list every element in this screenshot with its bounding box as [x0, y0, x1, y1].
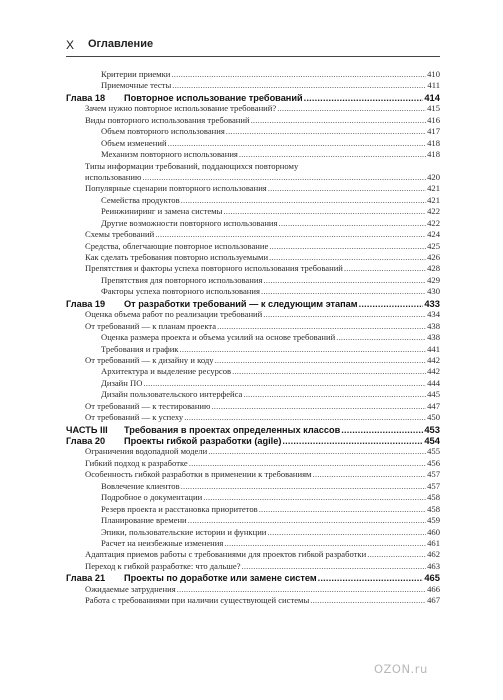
toc-dot-leader — [155, 229, 426, 239]
toc-page-number: 461 — [427, 537, 440, 548]
toc-entry-title: Ожидаемые затруднения — [85, 583, 176, 594]
toc-dot-leader — [189, 458, 426, 468]
toc-dot-leader — [367, 549, 426, 559]
toc-dot-leader — [243, 389, 426, 399]
toc-entry-row — [66, 504, 440, 515]
toc-entry-title: Особенность гибкой разработки в применении к требованиям — [85, 469, 312, 480]
toc-entry-title: Другие возможности повторного использования — [101, 217, 278, 228]
toc-dot-leader — [184, 412, 426, 422]
toc-entry-title: Факторы успеха повторного использования — [101, 286, 260, 297]
toc-chapter-label: Глава 19 — [66, 298, 106, 309]
toc-page-number: 424 — [427, 229, 440, 240]
toc-entry-title: Резерв проекта и расстановка приоритетов — [101, 503, 258, 514]
toc-entry-title: Реинжиниринг и замена системы — [101, 206, 223, 217]
toc-page-number: 457 — [427, 469, 440, 480]
toc-entry-row — [66, 218, 440, 229]
toc-dot-leader — [203, 492, 426, 502]
toc-dot-leader — [208, 446, 426, 456]
toc-entry-title: Подробное о документации — [101, 492, 203, 503]
toc-dot-leader — [226, 126, 426, 136]
toc-page-number: 458 — [427, 492, 440, 503]
toc-entry-row — [66, 206, 440, 217]
toc-chapter-label: ЧАСТЬ III — [66, 424, 108, 435]
toc-entry-row — [66, 183, 440, 194]
toc-dot-leader — [268, 183, 426, 193]
toc-entry-row — [66, 332, 440, 343]
toc-dot-leader — [263, 309, 426, 319]
toc-entry-row — [66, 252, 440, 263]
toc-entry-row — [66, 344, 440, 355]
toc-entry-row — [66, 378, 440, 389]
toc-entry-title: Переход к гибкой разработке: что дальше? — [85, 560, 241, 571]
toc-page-number: 433 — [424, 297, 440, 309]
toc-entry-row — [66, 172, 440, 183]
toc-entry-row — [66, 229, 440, 240]
toc-entry-title: Проекты гибкой разработки (agile) — [124, 436, 282, 446]
page-header — [66, 38, 446, 54]
toc-entry-title: Дизайн ПО — [101, 377, 143, 388]
toc-entry-title: Повторное использование требований — [124, 92, 303, 103]
toc-entry-row — [66, 149, 440, 160]
toc-page-number: 414 — [424, 91, 440, 103]
toc-dot-leader — [267, 527, 426, 537]
toc-page-number: 454 — [424, 435, 440, 446]
toc-entry-title: Семейства продуктов — [101, 194, 180, 205]
toc-dot-leader — [278, 218, 426, 228]
toc-entry-row — [66, 412, 440, 423]
toc-entry-title: От требований — к успеху — [85, 412, 184, 423]
toc-dot-leader — [263, 275, 426, 285]
toc-entry-title: Препятствия и факторы успеха повторного использования требований — [85, 263, 343, 274]
toc-entry-title: Гибкий подход к разработке — [85, 457, 188, 468]
toc-dot-leader — [242, 561, 427, 571]
toc-dot-leader — [310, 595, 426, 605]
toc-page-number: 411 — [427, 80, 440, 91]
toc-page-number: 425 — [427, 240, 440, 251]
toc-dot-leader — [239, 149, 426, 159]
toc-dot-leader — [341, 425, 423, 435]
ozon-watermark: OZON.ru — [374, 662, 428, 676]
toc-chapter-row — [66, 92, 440, 103]
toc-chapter-label: Глава 21 — [66, 573, 106, 584]
toc-page-number: 442 — [427, 366, 440, 377]
toc-dot-leader — [181, 195, 426, 205]
toc-entry-title: Объем изменений — [101, 137, 167, 148]
toc-chapter-row — [66, 424, 440, 435]
toc-entry-row — [66, 515, 440, 526]
toc-entry-row — [66, 458, 440, 469]
toc-entry-title: Расчет на неизбежные изменения — [101, 537, 224, 548]
toc-entry-title: использованию — [85, 171, 142, 182]
toc-entry-row — [66, 80, 440, 91]
toc-page-number: 417 — [427, 126, 440, 137]
toc-entry-title: Эпики, пользовательские истории и функции — [101, 526, 267, 537]
toc-entry-row — [66, 538, 440, 549]
toc-page-number: 422 — [427, 206, 440, 217]
toc-entry-row — [66, 469, 440, 480]
toc-page-number: 420 — [427, 171, 440, 182]
toc-page-number: 455 — [427, 446, 440, 457]
toc-dot-leader — [177, 584, 426, 594]
toc-entry-row — [66, 481, 440, 492]
toc-page-number: 428 — [427, 263, 440, 274]
toc-dot-leader — [304, 93, 424, 103]
toc-page-number: 457 — [427, 480, 440, 491]
toc-entry-row — [66, 366, 440, 377]
toc-dot-leader — [251, 115, 427, 125]
toc-entry-row — [66, 492, 440, 503]
toc-page-number: 416 — [427, 114, 440, 125]
toc-page-number: 445 — [427, 389, 440, 400]
toc-dot-leader — [223, 206, 426, 216]
toc-page-number: 463 — [427, 560, 440, 571]
toc-entry-title: Дизайн пользовательского интерфейса — [101, 389, 243, 400]
toc-page-number: 450 — [427, 412, 440, 423]
toc-dot-leader — [168, 138, 427, 148]
toc-page-number: 418 — [427, 137, 440, 148]
toc-page-number: 441 — [427, 343, 440, 354]
toc-entry-row — [66, 275, 440, 286]
toc-page-number: 447 — [427, 400, 440, 411]
toc-entry-title: Архитектура и выделение ресурсов — [101, 366, 232, 377]
toc-entry-title: Приемочные тесты — [101, 80, 172, 91]
toc-entry-title: Механизм повторного использования — [101, 149, 238, 160]
toc-dot-leader — [215, 355, 427, 365]
toc-entry-row — [66, 263, 440, 274]
page-number: X — [66, 38, 75, 52]
toc-entry-title: Критерии приемки — [101, 69, 171, 79]
toc-entry-row — [66, 321, 440, 332]
toc-entry-title: Оценка размера проекта и объема усилий на основе требований — [101, 332, 336, 343]
toc-entry-title: Средства, облегчающие повторное использование — [85, 240, 269, 251]
toc-dot-leader — [188, 515, 426, 525]
toc-entry-row — [66, 561, 440, 572]
toc-page-number: 465 — [424, 572, 440, 584]
toc-page-number: 460 — [427, 526, 440, 537]
toc-chapter-row — [66, 572, 440, 583]
toc-entry-row — [66, 103, 440, 114]
toc-dot-leader — [211, 401, 426, 411]
toc-entry-row — [66, 126, 440, 137]
toc-entry-row — [66, 286, 440, 297]
toc-entry-row — [66, 446, 440, 457]
toc-page-number: 421 — [427, 194, 440, 205]
toc-page-number: 466 — [427, 583, 440, 594]
toc-entry-title: Ограничения водопадной модели — [85, 446, 208, 457]
toc-dot-leader — [313, 469, 427, 479]
toc-page-number: 418 — [427, 149, 440, 160]
toc-entry-row — [66, 195, 440, 206]
toc-entry-row — [66, 389, 440, 400]
toc-entry-title: Как сделать требования повторно используемыми — [85, 252, 269, 262]
toc-entry-title: Адаптация приемов работы с требованиями для проектов гибкой разработки — [85, 549, 367, 560]
toc-page-number: 430 — [427, 286, 440, 297]
toc-entry-title: Оценка объема работ по реализации требований — [85, 309, 263, 320]
toc-entry-title: Работа с требованиями при наличии существующей системы — [85, 595, 310, 606]
toc-dot-leader — [261, 286, 426, 296]
toc-entry-title: Популярные сценарии повторного использования — [85, 183, 267, 194]
toc-entry-title: Объем повторного использования — [101, 126, 225, 137]
toc-entry-title: Планирование времени — [101, 515, 187, 526]
toc-dot-leader — [336, 332, 426, 342]
toc-entry-title: Требования в проектах определенных классов — [124, 424, 341, 435]
toc-dot-leader — [269, 241, 426, 251]
toc-entry-row — [66, 161, 440, 172]
toc-entry-title: Виды повторного использования требований — [85, 114, 250, 125]
toc-dot-leader — [181, 481, 426, 491]
toc-dot-leader — [277, 103, 426, 113]
toc-entry-row — [66, 584, 440, 595]
toc-dot-leader — [259, 504, 426, 514]
toc-entry-title: Вовлечение клиентов — [101, 480, 180, 491]
toc-entry-title: Проекты по доработке или замене систем — [124, 573, 317, 584]
header-rule — [66, 56, 440, 57]
toc-entry-row — [66, 69, 440, 80]
toc-page-number: 438 — [427, 320, 440, 331]
toc-dot-leader — [269, 252, 426, 262]
toc-page-number: 442 — [427, 354, 440, 365]
toc-dot-leader — [359, 299, 424, 309]
toc-entry-title: От разработки требований — к следующим этапам — [124, 298, 358, 309]
toc-dot-leader — [217, 321, 426, 331]
toc-page-number: 456 — [427, 457, 440, 468]
toc-entry-title: Препятствия для повторного использования — [101, 274, 263, 285]
toc-entry-title: Типы информации требований, поддающихся повторному — [85, 160, 299, 171]
toc-entry-row — [66, 401, 440, 412]
toc-page-number: 422 — [427, 217, 440, 228]
toc-page-number: 462 — [427, 549, 440, 560]
toc-dot-leader — [282, 436, 423, 446]
toc-entry-row — [66, 241, 440, 252]
toc-entry-title: Требования и график — [101, 343, 179, 354]
toc-chapter-row — [66, 435, 440, 446]
toc-dot-leader — [224, 538, 426, 548]
toc-entry-title: От требований — к тестированию — [85, 400, 211, 411]
toc-dot-leader — [344, 263, 426, 273]
toc-page-number: 467 — [427, 595, 440, 606]
page-title: Оглавление — [88, 38, 154, 50]
toc-entry-title: Зачем нужно повторное использование требований? — [85, 103, 277, 114]
toc-page-number: 453 — [424, 423, 440, 435]
toc-dot-leader — [232, 366, 426, 376]
toc-page-number: 434 — [427, 309, 440, 320]
toc-page-number: 426 — [427, 252, 440, 262]
toc-entry-title: Схемы требований — [85, 229, 155, 240]
toc-entry-title: От требований — к дизайну и коду — [85, 354, 214, 365]
toc-dot-leader — [318, 573, 424, 583]
toc-page-number: 458 — [427, 503, 440, 514]
toc-dot-leader — [172, 80, 426, 90]
toc-entry-row — [66, 355, 440, 366]
toc-entry-row — [66, 138, 440, 149]
toc-entry-row — [66, 309, 440, 320]
toc-page-number: 415 — [427, 103, 440, 114]
toc-entry-row — [66, 527, 440, 538]
toc-dot-leader — [180, 344, 427, 354]
toc-dot-leader — [143, 378, 426, 388]
toc-entry-row — [66, 595, 440, 606]
toc-dot-leader — [142, 172, 426, 182]
toc-entry-row — [66, 115, 440, 126]
toc-entry-title: От требований — к планам проекта — [85, 320, 217, 331]
toc-entry-row — [66, 549, 440, 560]
toc-page-number: 444 — [427, 377, 440, 388]
toc-chapter-row — [66, 298, 440, 309]
toc-page-number: 438 — [427, 332, 440, 343]
toc-dot-leader — [171, 69, 426, 79]
toc-chapter-label: Глава 20 — [66, 436, 106, 446]
toc-page-number: 410 — [427, 69, 440, 79]
toc-page-number: 429 — [427, 274, 440, 285]
toc-page-number: 459 — [427, 515, 440, 526]
toc-chapter-label: Глава 18 — [66, 92, 106, 103]
toc-page-number: 421 — [427, 183, 440, 194]
table-of-contents — [66, 69, 440, 607]
